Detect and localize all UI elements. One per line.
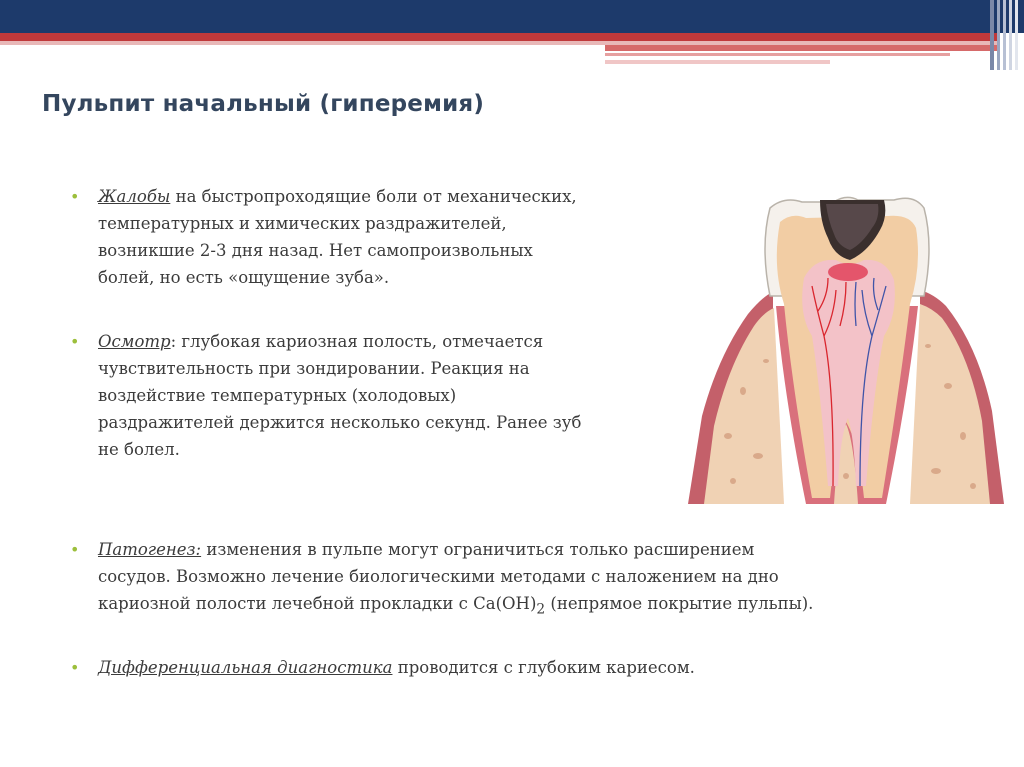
slide-title: Пульпит начальный (гиперемия)	[42, 91, 485, 117]
bullet-differential	[70, 654, 1013, 681]
bullet-dot-icon: •	[70, 187, 80, 206]
bullet-text-line: (непрямое покрытие пульпы).	[545, 594, 814, 613]
bullet-text-line: температурных и химических раздражителей,	[98, 214, 507, 233]
bullet-text-line: раздражителей держится несколько секунд. Ранее зуб	[98, 413, 582, 432]
bullet-text-line: чувствительность при зондировании. Реакция на	[98, 359, 530, 378]
bullet-text-line: кариозной полости лечебной прокладки с Са(ОН)	[98, 594, 537, 613]
bullet-pathogenesis	[70, 536, 1013, 623]
bullet-text-line: воздействие температурных (холодовых)	[98, 386, 457, 405]
term-pathogenesis: Патогенез:	[98, 540, 202, 559]
tooth-cross-section-illustration	[688, 186, 1004, 506]
bullet-text-line: сосудов. Возможно лечение биологическими методами с наложением на дно	[98, 567, 779, 586]
bullet-text-line: проводится с глубоким кариесом.	[392, 658, 695, 677]
bullet-text-line: болей, но есть «ощущение зуба».	[98, 268, 390, 287]
term-differential: Дифференциальная диагностика	[98, 658, 393, 677]
bullet-text-line: : глубокая кариозная полость, отмечается	[170, 332, 544, 351]
bullet-text-line: на быстропроходящие боли от механических,	[170, 187, 577, 206]
bullet-dot-icon: •	[70, 332, 80, 351]
bullet-text-line: не болел.	[98, 440, 180, 459]
bullet-text-line: возникшие 2-3 дня назад. Нет самопроизвольных	[98, 241, 533, 260]
subscript-2: 2	[536, 601, 546, 618]
bullet-dot-icon: •	[70, 540, 80, 559]
bullet-examination	[70, 328, 708, 463]
bullet-complaints	[70, 183, 708, 291]
bullet-dot-icon: •	[70, 658, 80, 677]
bullet-text-line: изменения в пульпе могут ограничиться только расширением	[201, 540, 755, 559]
term-complaints: Жалобы	[98, 187, 171, 206]
term-examination: Осмотр	[98, 332, 171, 351]
header-stripes	[0, 0, 1024, 70]
